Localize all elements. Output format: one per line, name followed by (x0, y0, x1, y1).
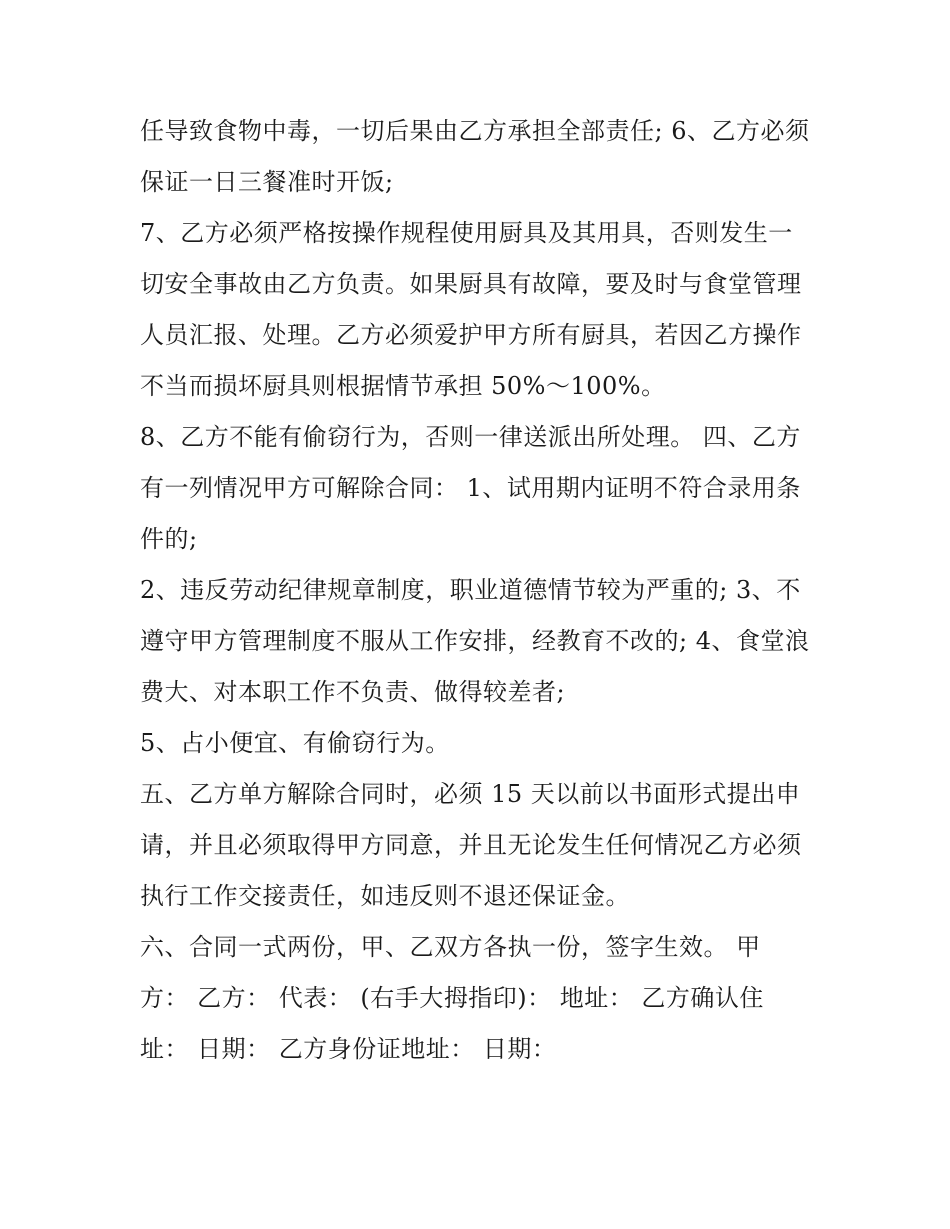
text-line: 费大、对本职工作不负责、做得较差者; (140, 678, 566, 706)
text-line: 执行工作交接责任，如违反则不退还保证金。 (140, 882, 630, 910)
text-line: 不当而损坏厨具则根据情节承担 50%～100%。 (140, 372, 666, 400)
text-line: 5、占小便宜、有偷窃行为。 (140, 729, 450, 757)
text-line: 2、违反劳动纪律规章制度，职业道德情节较为严重的; 3、不 (140, 576, 801, 604)
text-line: 六、合同一式两份，甲、乙双方各执一份，签字生效。 甲 (140, 933, 761, 961)
text-line: 址： 日期： 乙方身份证地址： 日期： (140, 1035, 557, 1063)
text-line: 件的; (140, 525, 198, 553)
text-line: 请，并且必须取得甲方同意，并且无论发生任何情况乙方必须 (140, 831, 802, 859)
text-line: 8、乙方不能有偷窃行为，否则一律送派出所处理。 四、乙方 (140, 423, 801, 451)
contract-text (140, 106, 840, 1075)
text-line: 保证一日三餐准时开饭; (140, 168, 394, 196)
text-line: 人员汇报、处理。乙方必须爱护甲方所有厨具，若因乙方操作 (140, 321, 802, 349)
text-line: 遵守甲方管理制度不服从工作安排，经教育不改的; 4、食堂浪 (140, 627, 810, 655)
text-line: 切安全事故由乙方负责。如果厨具有故障，要及时与食堂管理 (140, 270, 802, 298)
text-line: 有一列情况甲方可解除合同： 1、试用期内证明不符合录用条 (140, 474, 801, 502)
text-line: 7、乙方必须严格按操作规程使用厨具及其用具，否则发生一 (140, 219, 793, 247)
text-line: 五、乙方单方解除合同时，必须 15 天以前以书面形式提出申 (140, 780, 801, 808)
text-line: 任导致食物中毒，一切后果由乙方承担全部责任; 6、乙方必须 (140, 117, 810, 145)
text-line: 方： 乙方： 代表： (右手大拇指印)： 地址： 乙方确认住 (140, 984, 764, 1012)
